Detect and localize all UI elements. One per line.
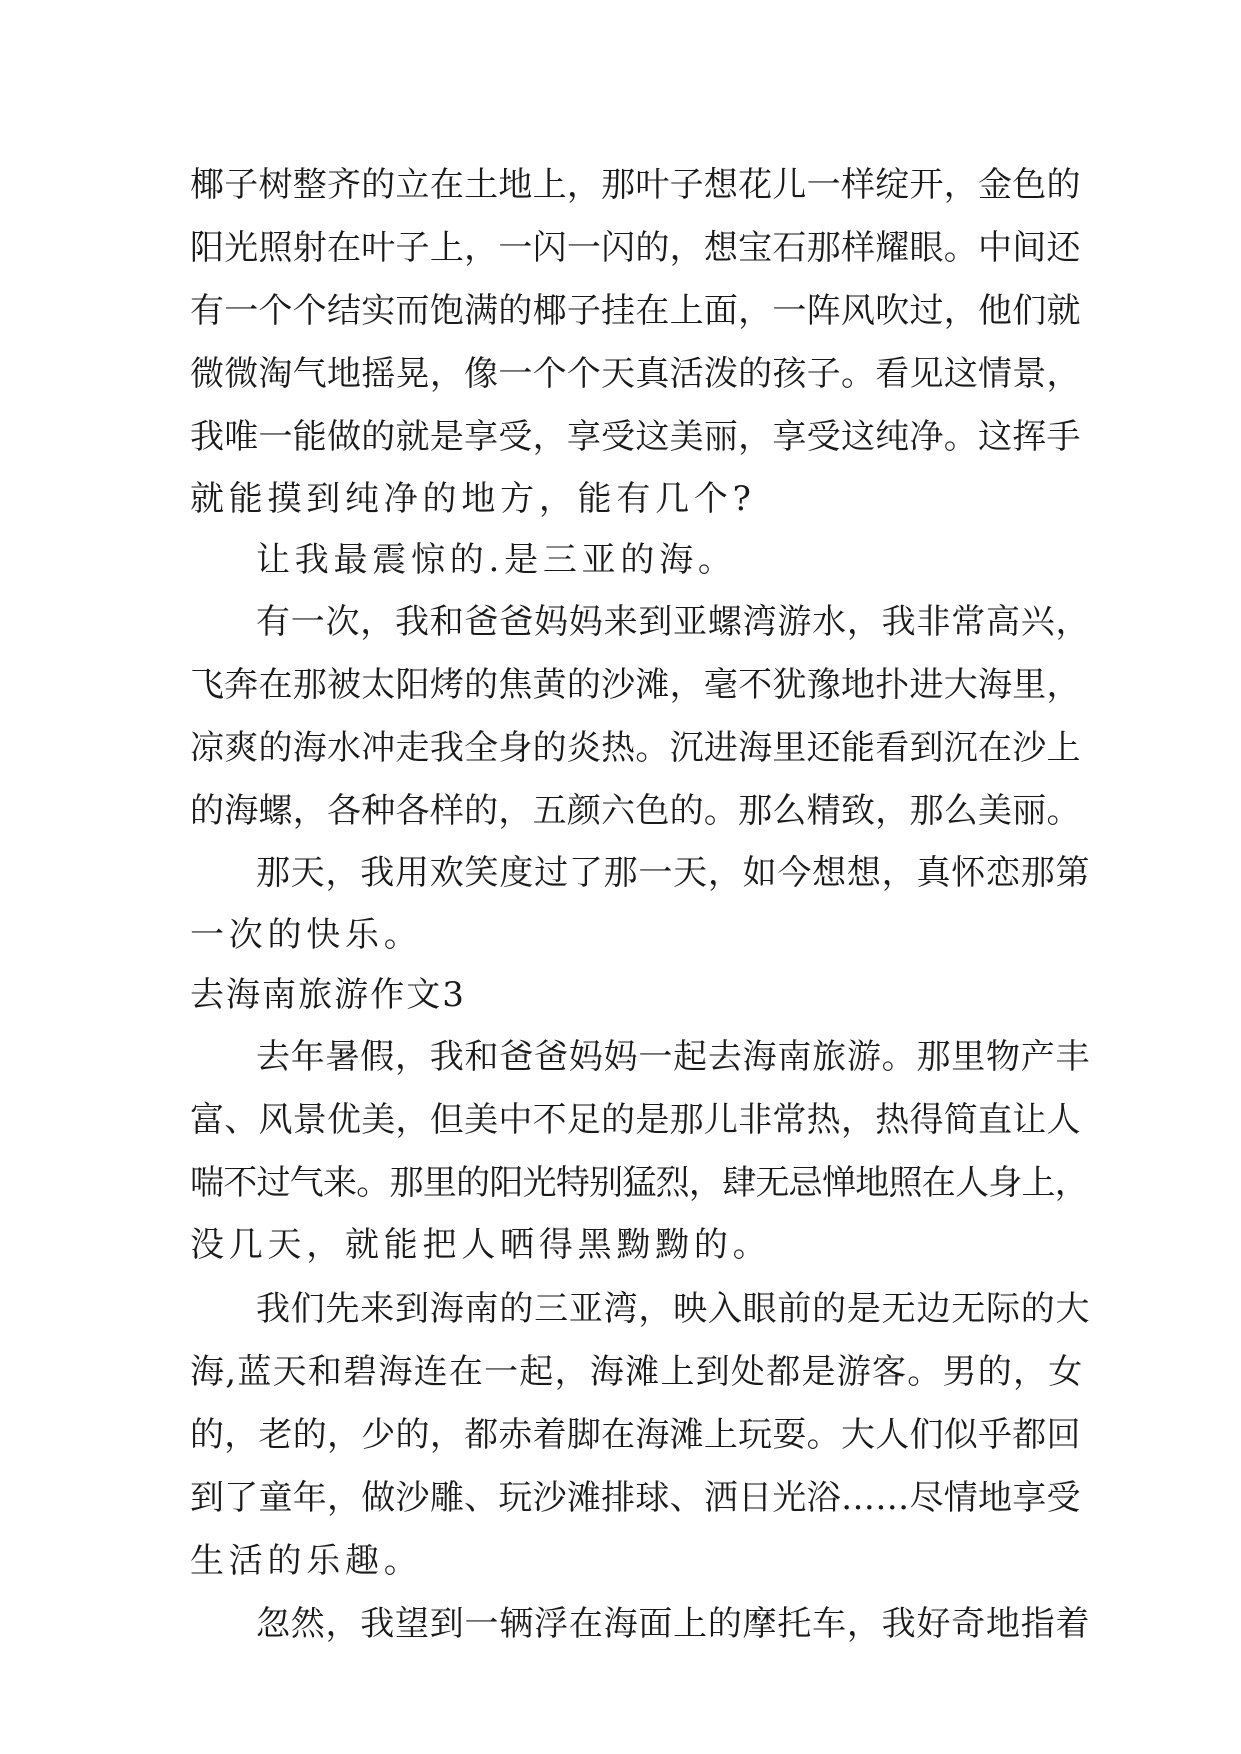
text-line: 飞奔在那被太阳烤的焦黄的沙滩，毫不犹豫地扑进大海里， [190,665,1081,705]
paragraph-line: 那天，我用欢笑度过了那一天，如今想想，真怀恋那第 [256,853,1091,893]
text-line: 海,蓝天和碧海连在一起，海滩上到处都是游客。男的，女 [190,1352,1084,1392]
text-line: 喘不过气来。那里的阳光特别猛烈，肆无忌惮地照在人身上， [190,1163,1089,1203]
paragraph-line: 让我最震惊的.是三亚的海。 [256,540,737,580]
text-line: 凉爽的海水冲走我全身的炎热。沉进海里还能看到沉在沙上 [190,728,1081,768]
text-line: 阳光照射在叶子上，一闪一闪的，想宝石那样耀眼。中间还 [190,228,1081,268]
text-line: 一次的快乐。 [190,915,423,955]
text-line: 富、风景优美，但美中不足的是那儿非常热，热得简直让人 [190,1100,1081,1140]
paragraph-line: 我们先来到海南的三亚湾，映入眼前的是无边无际的大 [256,1289,1091,1329]
text-line: 微微淘气地摇晃，像一个个天真活泼的孩子。看见这情景， [190,354,1081,394]
section-heading: 去海南旅游作文3 [190,975,466,1015]
text-line: 就能摸到纯净的地方，能有几个? [190,479,756,519]
text-line: 椰子树整齐的立在土地上，那叶子想花儿一样绽开，金色的 [190,165,1081,205]
text-line: 的海螺，各种各样的，五颜六色的。那么精致，那么美丽。 [190,791,1081,831]
text-line: 的，老的，少的，都赤着脚在海滩上玩耍。大人们似乎都回 [190,1415,1081,1455]
paragraph-line: 忽然，我望到一辆浮在海面上的摩托车，我好奇地指着 [256,1604,1091,1644]
paragraph-line: 有一次，我和爸爸妈妈来到亚螺湾游水，我非常高兴， [256,602,1091,642]
text-line: 没几天，就能把人晒得黑黝黝的。 [190,1225,772,1265]
text-line: 有一个个结实而饱满的椰子挂在上面，一阵风吹过，他们就 [190,291,1081,331]
text-line: 我唯一能做的就是享受，享受这美丽，享受这纯净。这挥手 [190,417,1081,457]
paragraph-line: 去年暑假，我和爸爸妈妈一起去海南旅游。那里物产丰 [256,1037,1091,1077]
text-line: 生活的乐趣。 [190,1541,423,1581]
text-line: 到了童年，做沙雕、玩沙滩排球、洒日光浴……尽情地享受 [190,1478,1081,1518]
